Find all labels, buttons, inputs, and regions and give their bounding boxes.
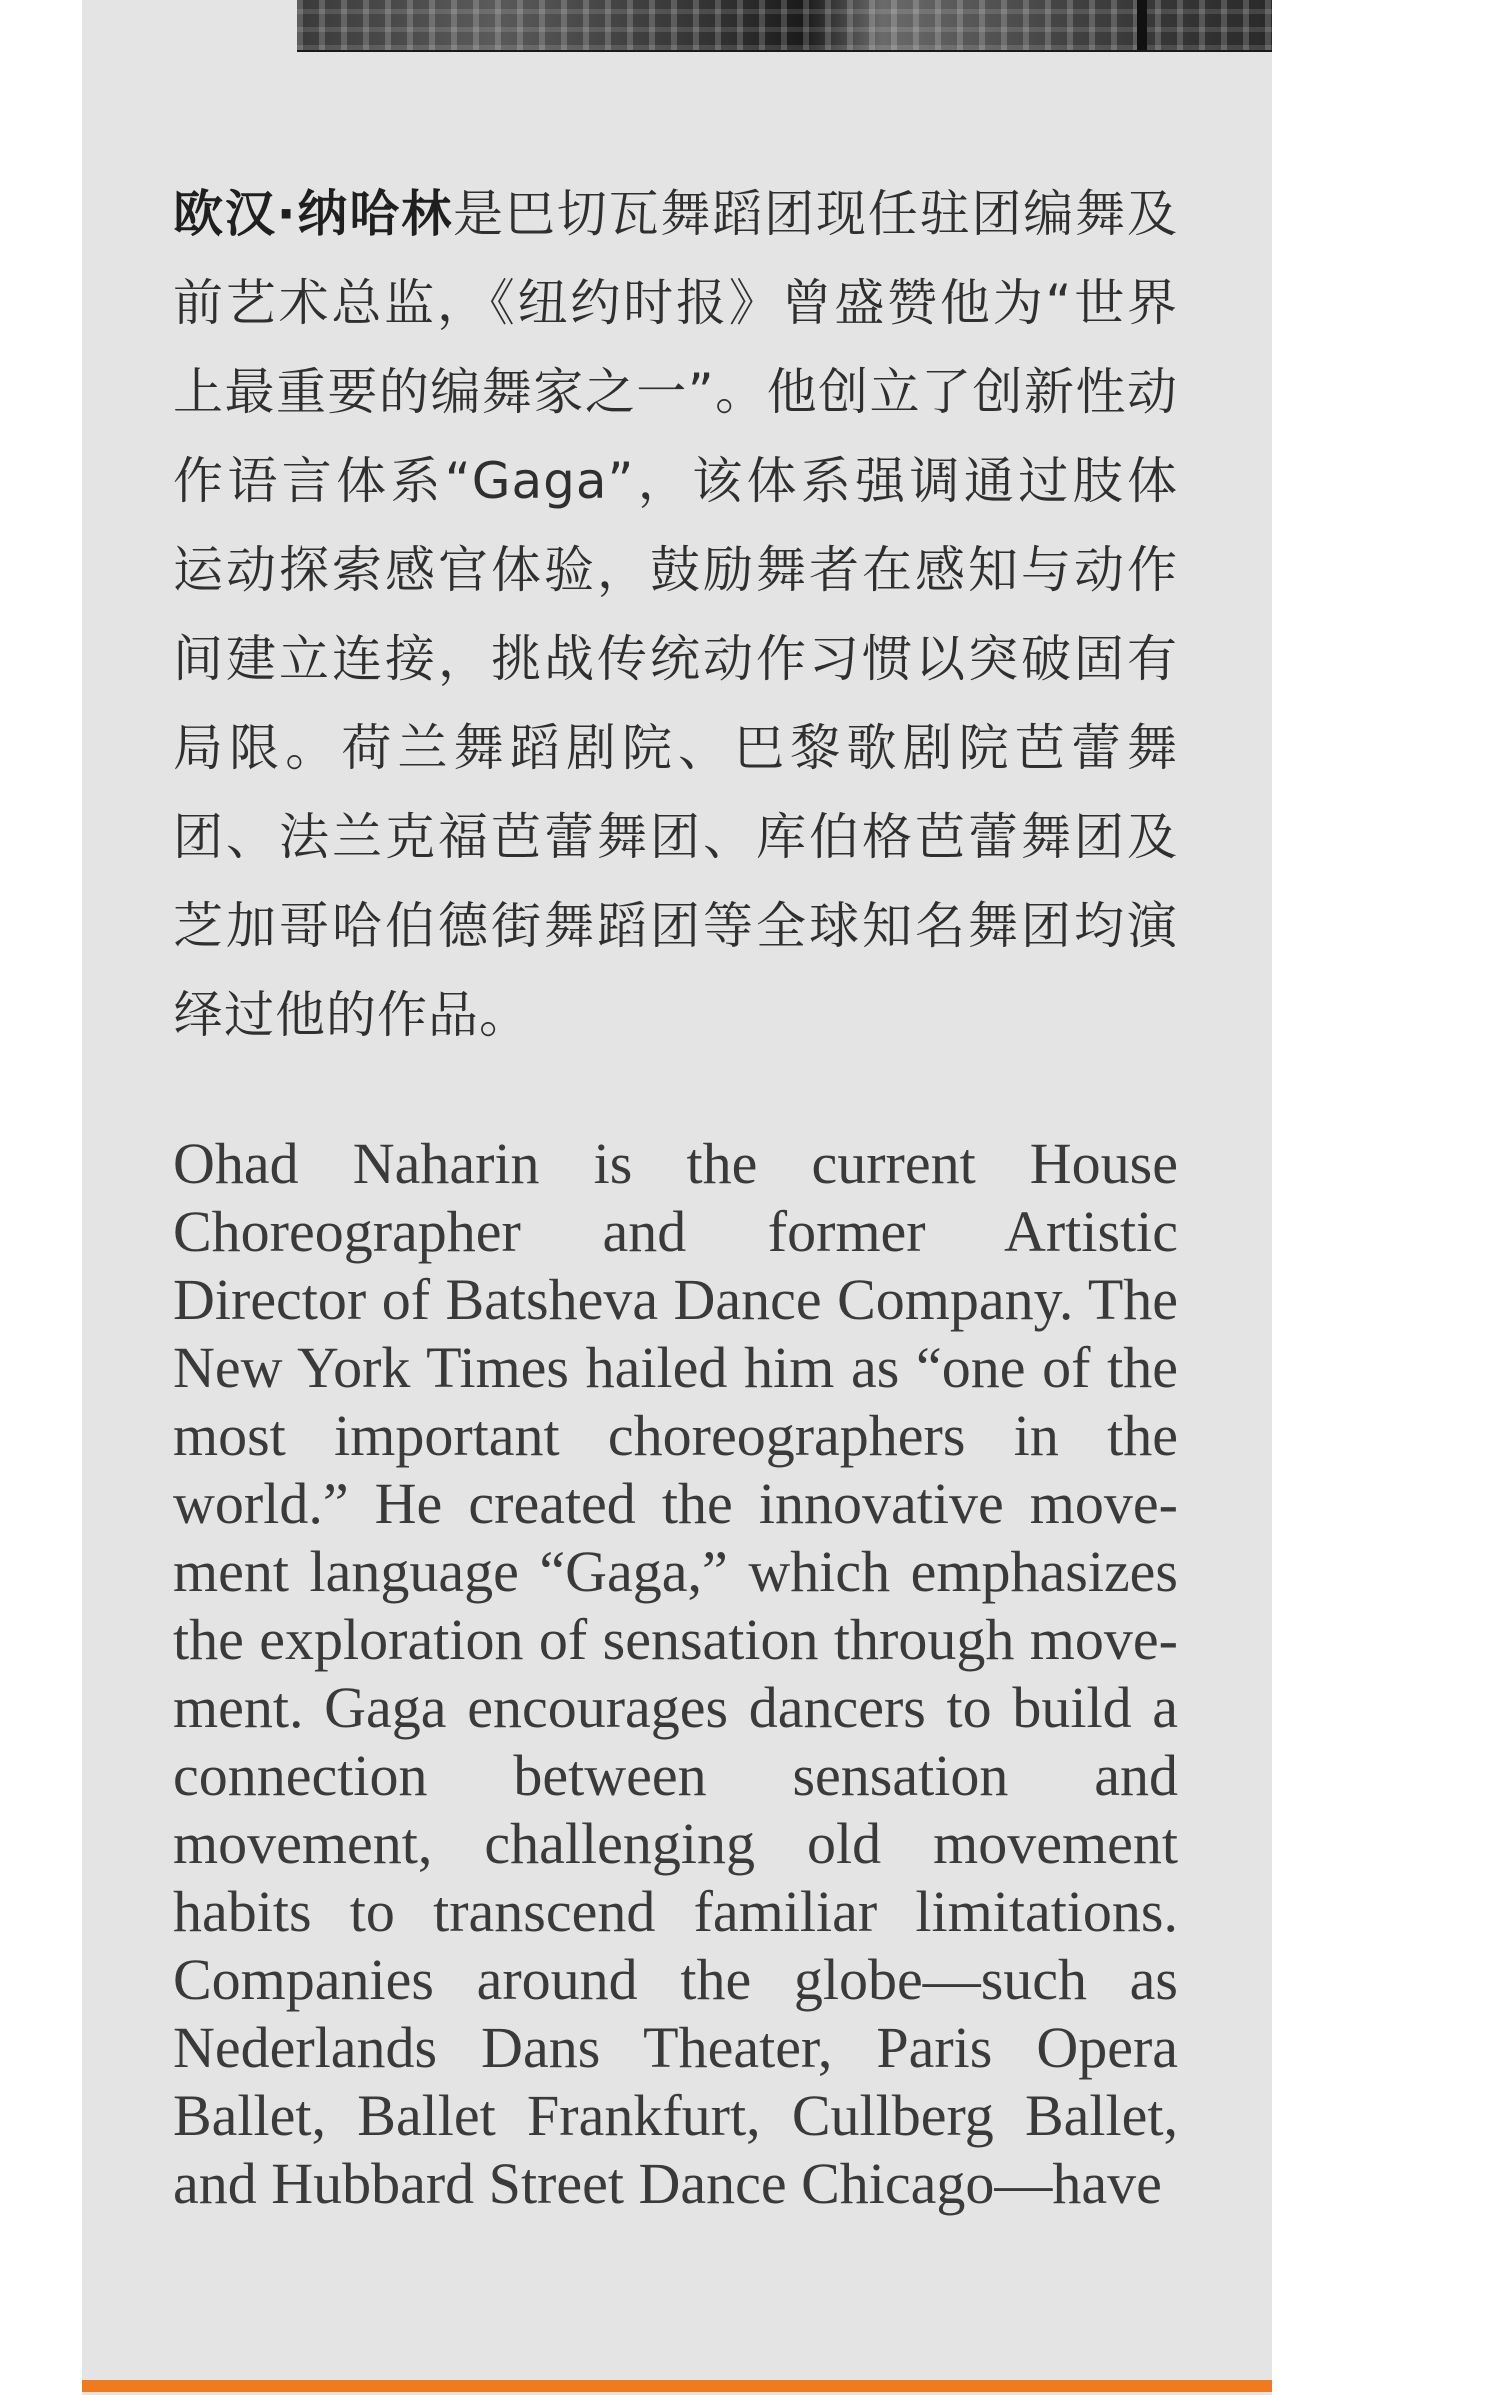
photo-shadow-divider — [1137, 0, 1147, 50]
accent-rule — [82, 2380, 1272, 2392]
bio-english-paragraph: Ohad Naharin is the current House Choreographer and former Artistic Director of Batsheva Dance Company. The New York Times hailed him as “one of the most important choreographers in the world.” He created the innovative movement language “Gaga,” which emphasizes the exploration of sensation through movement. Gaga encourages dancers to build a connection between sensation and movement, challenging old movement habits to transcend familiar limitations. Companies around the globe—such as Nederlands Dans Theater, Paris Opera Ballet, Ballet Frankfurt, Cullberg Ballet, and Hubbard Street Dance Chicago—have — [173, 1131, 1178, 2216]
bio-chinese-body: 是巴切瓦舞蹈团现任驻团编舞及前艺术总监，《纽约时报》曾盛赞他为“世界上最重要的编舞家之一”。他创立了创新性动作语言体系“Gaga”，该体系强调通过肢体运动探索感官体验，鼓励舞者在感知与动作间建立连接，挑战传统动作习惯以突破固有局限。荷兰舞蹈剧院、巴黎歌剧院芭蕾舞团、法兰克福芭蕾舞团、库伯格芭蕾舞团及芝加哥哈伯德街舞蹈团等全球知名舞团均演绎过他的作品。 — [173, 185, 1178, 1044]
bio-name-chinese: 欧汉·纳哈林 — [173, 185, 454, 243]
portrait-photo-bottom-edge — [297, 0, 1272, 52]
bio-chinese-paragraph — [173, 170, 1178, 1060]
